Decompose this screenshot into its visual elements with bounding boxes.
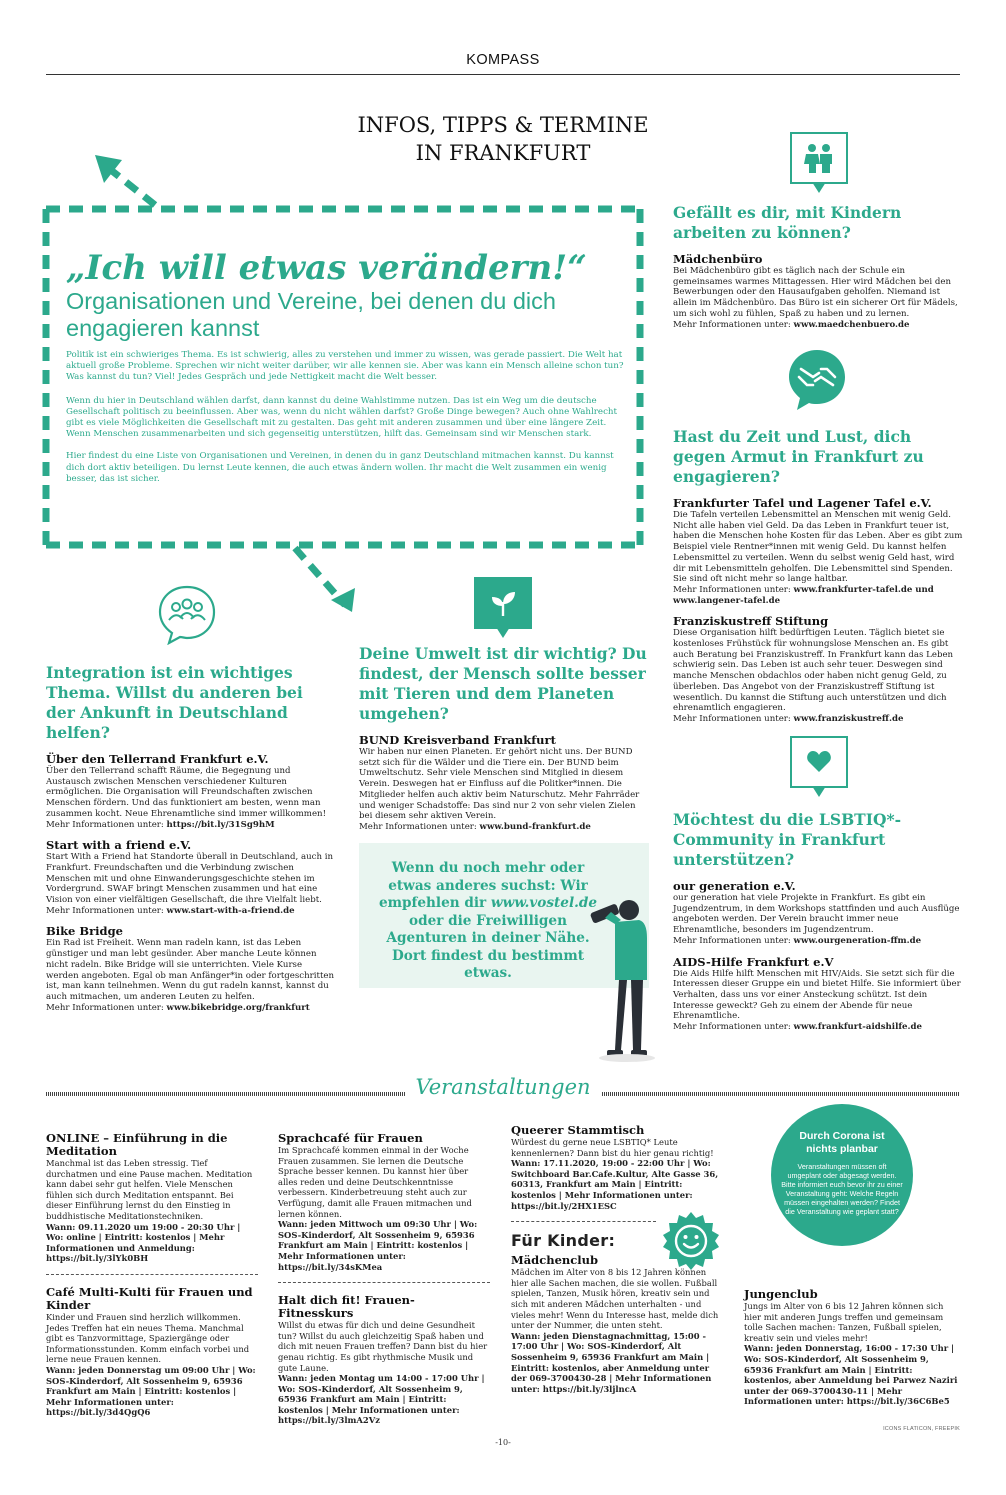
org-text: Start With a Friend hat Standorte überall in Deutschland, auch in Frankfurt. Freundschaften und die Verbindung zwischen Menschen mit und ohne Einwanderungsgeschichte stehen im Vordergrund. SWAF bringt Menschen zusammen und hat eine Vision von einer vielfältigen Gesellschaft, die ihre Vielfalt liebt. [46,852,334,906]
corona-text: Veranstaltungen müssen oft umgeplant oder abgesagt werden. Bitte informiert euch bevor ihr zu einer Veranstaltung geht: Welche Regeln müssen eingehalten werden? Findet die Veranstaltung wie geplant statt? [781,1162,903,1216]
armut-heading: Hast du Zeit und Lust, dich gegen Armut in Frankfurt zu engagieren? [673,427,924,486]
corona-notice [771,1104,913,1246]
plant-icon [474,577,532,629]
org-title: Frankfurter Tafel und Lagener Tafel e.V. [673,496,932,510]
intro-section [66,248,626,485]
helping-hands-icon [785,347,849,413]
smiley-badge-icon [660,1210,722,1272]
intro-paragraph-1: Politik ist ein schwieriges Thema. Es ist schwierig, alles zu verstehen und immer zu wissen, was gerade passiert. Die Welt hat aktuell große Probleme. Sprechen wir nicht weiter darüber, wir alle kennen sie. Aber was kann ein Mensch alleine schon tun? Was kannst du tun? Viel! Jedes Gespräch und jede Nettigkeit macht die Welt besser. [66,350,624,383]
more-label: Mehr Informationen unter: [673,1022,791,1033]
event-title: ONLINE – Einführung in die Meditation [46,1131,228,1158]
org-more-info [46,820,336,831]
event-sprachcafe [278,1132,490,1272]
event-title: Jungenclub [744,1287,818,1301]
org-more-info [46,1003,336,1014]
events-rule-right [602,1092,960,1096]
more-label: Mehr Informationen unter: [359,821,477,832]
section-label: KOMPASS [466,52,540,68]
umwelt-heading: Deine Umwelt ist dir wichtig? Du findest, der Mensch sollte besser mit Tieren und dem Planeten umgehen? [359,644,647,723]
event-column-1 [46,1132,258,1418]
event-text: Würdest du gerne neue LSBTIQ* Leute kennenlernen? Dann bist du hier genau richtig! [511,1137,714,1158]
events-heading: Veranstaltungen [415,1075,591,1099]
event-title: Halt dich fit! Frauen-Fitnesskurs [278,1293,415,1321]
org-more-info [673,320,963,331]
armut-section [673,427,963,725]
intro-paragraph-2: Wenn du hier in Deutschland wählen darfst, dann kannst du deine Wahlstimme nutzen. Das ist ein Weg um die deutsche Gesellschaft politisch zu beeinflussen. Aber was, wenn du nicht wählen darfst? Große Dinge bewegen? Auch ohne Wahlrecht gibt es viele Möglichkeiten die Gesellschaft mit zu gestalten. Das geht mit anderen zusammen und über eine längere Zeit. Wenn Menschen zusammenarbeiten und sich gegenseitig unterstützen, hilft das. Gemeinsam sind wir Menschen stark. [66,395,618,440]
kinder-label: Für Kinder: [511,1231,616,1251]
event-details: Wann: jeden Montag um 14:00 - 17:00 Uhr | Wo: SOS-Kinderdorf, Alt Sossenheim 9, 65936 Frankfurt am Main | Eintritt: kostenlos | Mehr Informationen unter: https://bit.ly/3lmA2Vz [278,1373,485,1426]
event-text: Jungs im Alter von 6 bis 12 Jahren können sich hier mit anderen Jungs treffen und gemeinsam tolle Sachen machen: Tanzen, Fußball spielen, kreativ sein und vieles mehr! [744,1301,944,1343]
org-more-info [359,822,649,833]
more-label: Mehr Informationen unter: [673,935,791,946]
event-column-2 [278,1132,490,1426]
event-details: Wann: jeden Mittwoch um 09:30 Uhr | Wo: SOS-Kinderdorf, Alt Sossenheim 9, 65936 Frankfurt am Main | Eintritt: kostenlos | Mehr Informationen unter: https://bit.ly/34sKMea [278,1219,478,1272]
event-details: Wann: jeden Donnerstag, 16:00 - 17:30 Uhr | Wo: SOS-Kinderdorf, Alt Sossenheim 9, 65936 Frankfurt am Main | Eintritt: kostenlos, aber Anmeldung bei Parwez Naziri unter der 069-3700430-11 | Mehr Informationen unter: https://bit.ly/36C6Be5 [744,1343,958,1407]
callout-after: oder die Freiwilligen Agenturen in deiner Nähe. Dort findest du bestimmt etwas. [386,912,590,981]
event-column-4 [744,1288,960,1407]
event-details: Wann: jeden Dienstagnachmittag, 15:00 - 17:00 Uhr | Wo: SOS-Kinderdorf, Alt Sossenheim 9, 65936 Frankfurt am Main | Eintritt: kostenlos, aber Anmeldung unter der 069-3700430-28 | Mehr Informationen unter: https://bit.ly/3ljlncA [511,1330,712,1394]
more-label: Mehr Informationen unter: [673,584,791,595]
lsbtiq-section [673,810,963,1033]
page-title-line1: INFOS, TIPPS & TERMINE [357,113,649,137]
integration-heading: Integration ist ein wichtiges Thema. Willst du anderen bei der Ankunft in Deutschland helfen? [46,663,303,742]
org-more-info [673,714,963,725]
events-rule-left [46,1092,406,1096]
org-bike-bridge [46,924,336,1013]
org-title: Bike Bridge [46,924,123,939]
callout-before: Wenn du noch mehr oder etwas anderes suchst: Wir empfehlen dir [379,860,588,911]
more-label: Mehr Informationen unter: [46,905,164,916]
more-label: Mehr Informationen unter: [673,713,791,724]
org-title: AIDS-Hilfe Frankfurt e.V [673,954,834,969]
heart-icon [790,736,848,788]
org-link[interactable]: www.franziskustreff.de [793,713,904,724]
org-link[interactable]: www.bund-frankfurt.de [479,821,591,832]
org-title: our generation e.V. [673,879,796,893]
event-title: Sprachcafé für Frauen [278,1131,423,1145]
more-label: Mehr Informationen unter: [46,1002,164,1013]
org-text: Bei Mädchenbüro gibt es täglich nach der Schule ein gemeinsames warmes Mittagessen. Hier wird Mädchen bei den Bewerbungen oder den Hausaufgaben geholfen. Niemand ist allein im Mädchenbüro. Das Büro ist ein sicherer Ort für Mädels, um sich wohl zu fühlen, Spaß zu haben und zu lernen. [673,266,958,319]
org-tafel [673,496,963,606]
org-bund [359,733,649,833]
org-title: Mädchenbüro [673,252,763,266]
event-text: Mädchen im Alter von 8 bis 12 Jahren können hier alle Sachen machen, die sie wollen. Fußball spielen, Tanzen, Musik hören, kreativ sein und sich mit anderen Mädchen unterhalten - und vieles mehr! Wenn du Interesse hast, melde dich unter der Nummer, die unten steht. [511,1267,719,1331]
event-text: Im Sprachcafé kommen einmal in der Woche Frauen zusammen. Sie lernen die Deutsche Sprache besser kennen. Du kannst hier über alles reden und deine Deutschkenntnisse verbessern. Kinderbetreuung steht auch zur Verfügung, damit alle Frauen mitmachen und lernen können. [278,1145,472,1219]
org-link[interactable]: www.ourgeneration-ffm.de [793,935,922,946]
org-title: Start with a friend e.V. [46,838,192,853]
org-more-info [673,585,963,606]
event-details: Wann: 09.11.2020 um 19:00 - 20:30 Uhr | Wo: online | Eintritt: kostenlos | Mehr Informationen und Anmeldung: https://bit.ly/3lYk0BH [46,1221,241,1264]
org-our-generation [673,879,963,947]
intro-paragraph-3: Hier findest du eine Liste von Organisationen und Vereinen, in denen du in ganz Deutschland mitmachen kannst. Du kannst dich dort aktiv beteiligen. Du lernst Leute kennen, die auch etwas ändern wollen. Ihr macht die Welt zusammen ein wenig besser, das ist sicher. [66,451,614,484]
org-franziskustreff [673,614,963,724]
org-text: our generation hat viele Projekte in Frankfurt. Es gibt ein Jugendzentrum, in dem Workshops stattfinden und auch Ausflüge angeboten werden. Der Verein braucht immer neue Ehrenamtliche, besonders im Jugendzentrum. [673,893,960,936]
callout-link[interactable]: www.vostel.de [490,895,597,911]
integration-section [46,663,336,1013]
event-divider [511,1221,656,1222]
org-link[interactable]: www.bikebridge.org/frankfurt [166,1002,310,1013]
intro-subheading: Organisationen und Vereine, bei denen du dich engagieren kannst [66,288,556,341]
event-title: Queerer Stammtisch [511,1123,645,1137]
lsbtiq-heading: Möchtest du die LSBTIQ*-Community in Frankfurt unterstützen? [673,810,902,869]
event-details: Wann: 17.11.2020, 19:00 - 22:00 Uhr | Wo: Switchboard Bar.Cafe.Kultur, Alte Gasse 36, 60313, Frankfurt am Main | Eintritt: kostenlos | Mehr Informationen unter: https://bit.ly/2HX1ESC [511,1158,719,1211]
org-text: Die Tafeln verteilen Lebensmittel an Menschen mit wenig Geld. Nicht alle haben viel Geld. Da das Leben in Frankfurt teuer ist, haben die Menschen hohe Kosten für das Leben. Aber es gibt zum Beispiel viele Rentner*innen mit wenig Geld. Du kannst helfen Lebensmittel zu verteilen. Wenn du selbst wenig Geld hast, wird dir mit Lebensmitteln geholfen. Die Lebensmittel sind Spenden. Sie sind oft nicht mehr so lange haltbar. [673,510,963,585]
kinder-section [673,203,963,330]
org-text: Wir haben nur einen Planeten. Er gehört nicht uns. Der BUND setzt sich für die Wälder und die Tiere ein. Der BUND beim Umweltschutz. Sehr viele Menschen sind Mitglied in diesem Verein. Deswegen hat er Einfluss auf die Politker*innen. Die Mitglieder helfen auch aktiv beim Naturschutz. Mehr Fahrräder und weniger Schadstoffe: Das sind nur 2 von sehr vielen Zielen bei diesem sehr aktiven Verein. [359,747,640,822]
event-text: Kinder und Frauen sind herzlich willkommen. Jedes Treffen hat ein neues Thema. Manchmal gibt es Tanzvormittage, Spaziergänge oder Informationsstunden. Komm einfach vorbei und lerne neue Frauen kennen. [46,1311,250,1365]
org-aids-hilfe [673,955,963,1033]
org-more-info [673,1022,963,1033]
event-queerer-stammtisch [511,1124,725,1211]
intro-heading: „Ich will etwas verändern!“ [66,248,587,288]
event-maedchenclub [511,1254,725,1394]
org-text: Die Aids Hilfe hilft Menschen mit HIV/Aids. Sie setzt sich für die Interessen dieser Gruppe ein und bietet Hilfe. Sie informiert über Verhalten, dass uns vor einer Ansteckung schützt. Ist dein Interesse geweckt? Geh zu einem der Abende für neue Ehrenamtliche. [673,968,961,1022]
event-meditation [46,1132,258,1264]
icon-credits: ICONS FLATICON, FREEPIK [883,1426,960,1432]
more-label: Mehr Informationen unter: [673,319,791,330]
org-title: BUND Kreisverband Frankfurt [359,733,556,747]
children-icon [790,132,848,184]
org-more-info [673,936,963,947]
org-link[interactable]: https://bit.ly/31Sg9hM [166,819,275,830]
corona-title: Durch Corona ist nichts planbar [799,1130,885,1155]
org-title: Über den Tellerrand Frankfurt e.V. [46,752,269,766]
event-jungenclub [744,1288,960,1407]
event-divider [46,1274,258,1275]
page-title-line2: IN FRANKFURT [415,141,591,165]
kinder-heading: Gefällt es dir, mit Kindern arbeiten zu können? [673,203,902,242]
event-divider [278,1282,490,1283]
org-text: Ein Rad ist Freiheit. Wenn man radeln kann, ist das Leben günstiger und man lebt gesünder. Aber manche Leute können nicht radeln. Bike Bridge will sie unterrichten. Viele Kurse werden angeboten. Egal ob man Anfänger*in oder fortgeschritten ist, man kann teilnehmen. Wenn du gut radeln kannst, kannst du auch mitmachen, um anderen Leuten zu helfen. [46,938,335,1002]
event-title: Café Multi-Kulti für Frauen und Kinder [46,1284,253,1312]
org-link[interactable]: www.frankfurt-aidshilfe.de [793,1022,922,1033]
org-maedchenbuero [673,252,963,330]
event-text: Willst du etwas für dich und deine Gesundheit tun? Willst du auch gleichzeitig Spaß haben und dich mit neuen Frauen treffen? Dann bist du hier genau richtig. Es gibt rhythmische Musik und gute Laune. [278,1320,488,1373]
more-label: Mehr Informationen unter: [46,819,164,830]
org-title: Franziskustreff Stiftung [673,614,829,629]
org-text: Über den Tellerrand schafft Räume, die Begegnung und Austausch zwischen Menschen verschiedener Kulturen ermöglichen. Die Organisation will Freundschaften zwischen Menschen fördern. Und das funktioniert am besten, wenn man zusammen kocht. Neue Ehrenamtliche sind immer willkommen! [46,766,327,819]
event-cafe-multikulti [46,1286,258,1418]
org-tellerrand [46,752,336,830]
callout-text [368,860,608,983]
event-fitness [278,1294,490,1426]
event-title: Mädchenclub [511,1253,599,1268]
umwelt-section [359,644,649,833]
page-number: -10- [495,1438,511,1447]
people-group-icon [155,583,219,645]
org-more-info [46,906,336,917]
event-details: Wann: jeden Donnerstag um 09:00 Uhr | Wo: SOS-Kinderdorf, Alt Sossenheim 9, 65936 Frankfurt am Main | Eintritt: kostenlos | Mehr Informationen unter: https://bit.ly/3d4QgQ6 [46,1364,256,1418]
man-telescope-illustration [585,878,665,1063]
org-link[interactable]: www.start-with-a-friend.de [166,905,295,916]
event-text: Manchmal ist das Leben stressig. Tief durchatmen und eine Pause machen. Meditation kann dabei sehr gut helfen. Viele Menschen fühlen sich durch Meditation entspannt. Bei dieser Einführung lernst du den Einstieg in buddhistische Meditationstechniken. [46,1158,253,1221]
org-text: Diese Organisation hilft bedürftigen Leuten. Täglich bietet sie kostenloses Frühstück für wohnungslose Menschen an. Es gibt auch Beratung bei Franziskustreff. In Frankfurt kann das Leben schwierig sein. Das Leben ist auch sehr teuer. Deswegen sind manche Menschen obdachlos oder haben nicht genug Geld, zu überleben. Das Angebot von der Franziskustreff Stiftung ist wesentlich. Du kannst die Stiftung auch unterstützen und dich ehrenamtlich engagieren. [673,628,954,714]
org-start-with-a-friend [46,838,336,916]
org-link[interactable]: www.maedchenbuero.de [793,319,910,330]
org-link[interactable]: www.frankfurter-tafel.de und www.langener-tafel.de [673,584,934,606]
